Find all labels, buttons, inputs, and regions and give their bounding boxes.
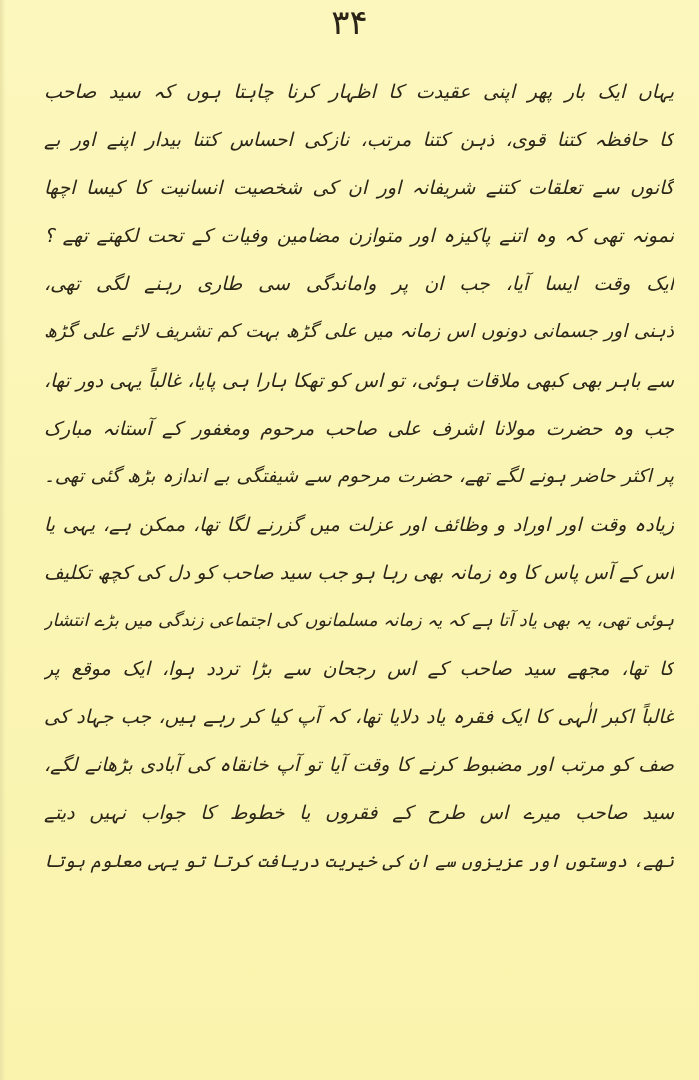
- text-line: تھے، دوستوں اور عزیزوں سے ان کی خیریت دریافت کرتا تو یہی معلوم ہوتا: [44, 851, 674, 872]
- text-line: ہوئی تھی، یہ بھی یاد آتا ہے کہ یہ زمانہ مسلمانوں کی اجتماعی زندگی میں بڑے انتشار: [44, 611, 674, 632]
- text-line: یہاں ایک بار پھر اپنی عقیدت کا اظہار کرنا چاہتا ہوں کہ سید صاحب: [44, 81, 674, 103]
- text-line: زیادہ وقت اور اوراد و وظائف اور عزلت میں گزرنے لگا تھا، ممکن ہے، یہی یا: [44, 513, 674, 536]
- body-text: [44, 68, 674, 886]
- text-line: غالباً اکبر الٰہی کا ایک فقرہ یاد دلایا تھا، کہ آپ کیا کر رہے ہیں، جب جہاد کی: [44, 706, 674, 729]
- text-line: ایک وقت ایسا آیا، جب ان پر واماندگی سی طاری رہنے لگی تھی،: [44, 273, 674, 296]
- text-line: جب وہ حضرت مولانا اشرف علی صاحب مرحوم ومغفور کے آستانہ مبارک: [44, 417, 674, 440]
- text-line: پر اکثر حاضر ہونے لگے تھے، حضرت مرحوم سے شیفتگی بے اندازہ بڑھ گئی تھی۔: [44, 465, 674, 487]
- text-line: سے باہر بھی کبھی ملاقات ہوئی، تو اس کو تھکا ہارا ہی پایا، غالباً یہی دور تھا،: [44, 369, 674, 392]
- page-number: ۳۴: [331, 3, 368, 43]
- text-line: ذہنی اور جسمانی دونوں اس زمانہ میں علی گڑھ بہت کم تشریف لائے علی گڑھ: [44, 321, 674, 343]
- text-line: نمونہ تھی کہ وہ اتنے پاکیزہ اور متوازن مضامین وفیات کے تحت لکھتے تھے ؟: [44, 225, 674, 248]
- text-line: گانوں سے تعلقات کتنے شریفانہ اور ان کی شخصیت انسانیت کا کیسا اچھا: [44, 177, 674, 200]
- text-line: کا حافظہ کتنا قوی، ذہن کتنا مرتب، نازکی احساس کتنا بیدار اپنے اور بے: [44, 129, 674, 152]
- text-line: صف کو مرتب اور مضبوط کرنے کا وقت آیا تو آپ خانقاہ کی آبادی بڑھانے لگے،: [44, 754, 674, 777]
- text-line: سید صاحب میرے اس طرح کے فقروں یا خطوط کا جواب نہیں دیتے: [44, 802, 674, 825]
- text-line: کا تھا، مجھے سید صاحب کے اس رجحان سے بڑا تردد ہوا، ایک موقع پر: [44, 658, 674, 681]
- text-line: اس کے آس پاس کا وہ زمانہ بھی رہا ہو جب سید صاحب کو دل کی کچھ تکلیف: [44, 561, 674, 584]
